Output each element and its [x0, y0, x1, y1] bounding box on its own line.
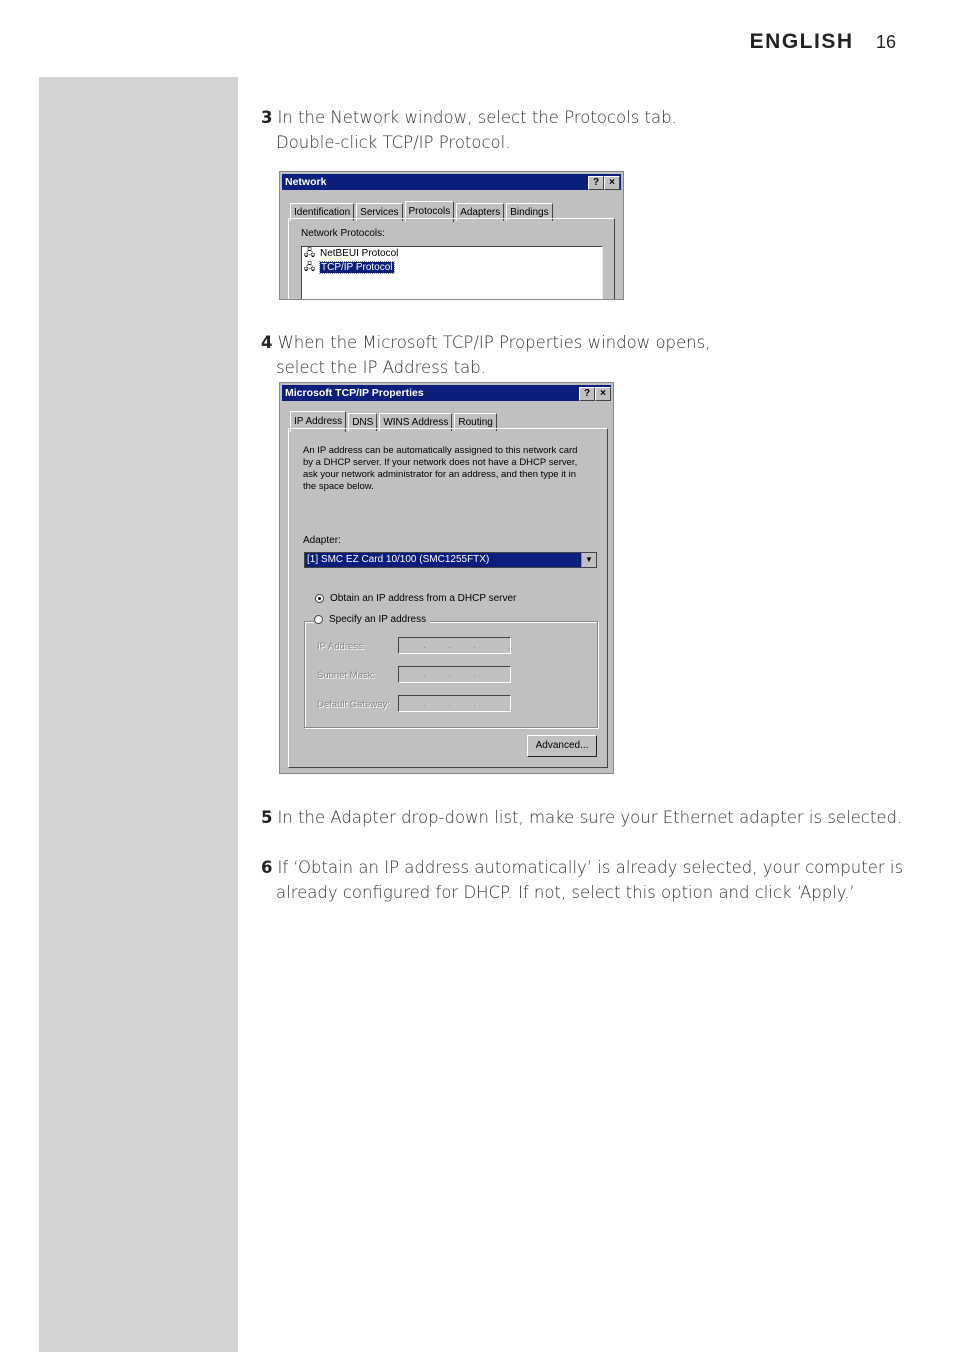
description-line: An IP address can be automatically assigned to this network card: [303, 445, 578, 456]
tab-ip-address[interactable]: IP Address: [290, 411, 346, 432]
default-gateway-label: Default Gateway:: [317, 699, 390, 710]
tab-wins-address[interactable]: WINS Address: [379, 413, 452, 431]
language-label: ENGLISH: [749, 30, 854, 53]
step-6: [261, 855, 903, 905]
network-protocol-icon: 🖧: [304, 248, 316, 259]
adapter-dropdown[interactable]: [304, 552, 597, 568]
adapter-value: [1] SMC EZ Card 10/100 (SMC1255FTX): [307, 554, 490, 565]
tab-protocols[interactable]: Protocols: [405, 201, 455, 222]
step-text: If ‘Obtain an IP address automatically’ is already selected, your computer is: [277, 858, 904, 877]
protocol-label: NetBEUI Protocol: [320, 248, 399, 259]
page-header: [750, 30, 896, 54]
help-button[interactable]: ?: [579, 387, 595, 401]
tab-bindings[interactable]: Bindings: [506, 203, 552, 221]
step-3: [261, 105, 677, 155]
description-line: ask your network administrator for an address, and then type it in: [303, 469, 576, 480]
chevron-down-icon[interactable]: ▼: [581, 553, 596, 567]
tcpip-dialog: [279, 382, 614, 774]
tcpip-titlebar: [282, 385, 611, 401]
radio-selected-icon: [315, 594, 324, 603]
step-5: [261, 805, 902, 830]
step-number: 3: [261, 108, 273, 127]
step-text: In the Adapter drop-down list, make sure your Ethernet adapter is selected.: [277, 808, 903, 827]
protocol-list[interactable]: [301, 246, 603, 300]
network-dialog: [279, 171, 624, 300]
step-text: In the Network window, select the Protocols tab.: [277, 108, 677, 127]
tab-identification[interactable]: Identification: [290, 203, 354, 221]
radio-unselected-icon: [314, 615, 323, 624]
protocol-label: TCP/IP Protocol: [321, 262, 393, 273]
ip-address-field[interactable]: . . .: [398, 637, 511, 654]
step-text: When the Microsoft TCP/IP Properties window opens,: [277, 333, 711, 352]
page-number: 16: [875, 32, 896, 52]
step-number: 5: [261, 808, 273, 827]
radio-label: Obtain an IP address from a DHCP server: [330, 593, 517, 604]
dialog-title: Network: [285, 176, 327, 188]
network-protocols-label: Network Protocols:: [301, 228, 385, 239]
dhcp-description: [303, 445, 577, 493]
step-text: already configured for DHCP. If not, select this option and click ‘Apply.’: [276, 883, 855, 902]
default-gateway-field[interactable]: . . .: [398, 695, 511, 712]
radio-specify-ip[interactable]: [314, 614, 430, 625]
description-line: the space below.: [303, 481, 374, 492]
subnet-mask-field[interactable]: . . .: [398, 666, 511, 683]
dialog-title: Microsoft TCP/IP Properties: [285, 387, 424, 399]
close-button[interactable]: ×: [604, 176, 620, 190]
network-titlebar: [282, 174, 621, 190]
step-number: 4: [261, 333, 273, 352]
step-text: select the IP Address tab.: [276, 358, 486, 377]
description-line: by a DHCP server. If your network does not have a DHCP server,: [303, 457, 578, 468]
tab-dns[interactable]: DNS: [348, 413, 377, 431]
network-protocol-icon: 🖧: [304, 262, 316, 273]
step-4: [261, 330, 710, 380]
help-button[interactable]: ?: [588, 176, 604, 190]
adapter-label: Adapter:: [303, 535, 341, 546]
list-item-selected[interactable]: [302, 261, 602, 275]
sidebar-band: [39, 77, 238, 1352]
tab-services[interactable]: Services: [356, 203, 402, 221]
step-text: Double-click TCP/IP Protocol.: [276, 133, 511, 152]
tab-routing[interactable]: Routing: [454, 413, 496, 431]
ip-address-label: IP Address:: [317, 641, 366, 652]
advanced-button[interactable]: Advanced...: [527, 735, 597, 757]
step-number: 6: [261, 858, 273, 877]
tab-adapters[interactable]: Adapters: [456, 203, 504, 221]
radio-label: Specify an IP address: [329, 614, 427, 625]
radio-obtain-dhcp[interactable]: [315, 593, 516, 604]
close-button[interactable]: ×: [595, 387, 611, 401]
list-item[interactable]: [302, 247, 602, 261]
subnet-mask-label: Subnet Mask:: [317, 670, 376, 681]
